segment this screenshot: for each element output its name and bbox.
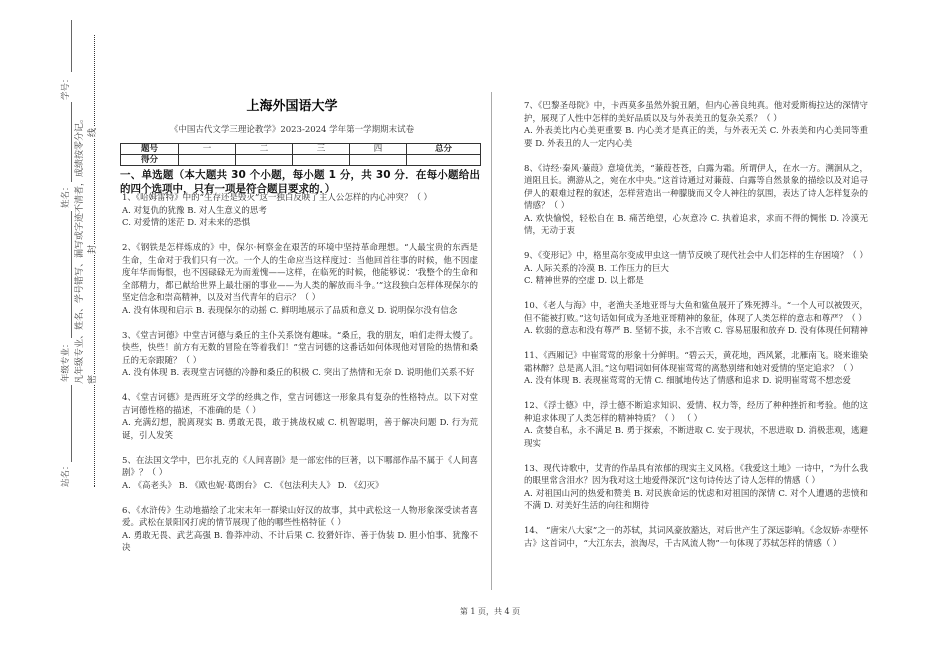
- question-stem: 4、《堂吉诃德》是西班牙文学的经典之作，堂吉诃德这一形象具有复杂的性格特点。以下对堂吉诃德性格的描述，不准确的是（ ）: [122, 393, 478, 416]
- question-options: A. 没有体现 B. 表现崔莺莺的无情 C. 细腻地传达了情感和追求 D. 说明崔莺莺不想恋爱: [524, 376, 851, 386]
- question-6: [122, 505, 478, 555]
- question-12: [524, 400, 868, 450]
- header-part-4: 四: [350, 144, 407, 155]
- seal-char-feng: 封: [88, 244, 98, 254]
- score-table-score-row: [121, 155, 481, 166]
- question-4: [122, 392, 478, 442]
- student-info-fields: [60, 20, 74, 490]
- header-part-1: 一: [179, 144, 236, 155]
- question-options: C. 对爱情的迷茫 D. 对未来的恐惧: [122, 218, 251, 228]
- question-stem: 11、《西厢记》中崔莺莺的形象十分鲜明。“碧云天，黄花地，西风紧，北雁南飞。晓来谁染霜林醉？总是离人泪。”这句唱词如何体现崔莺莺的离愁别绪和她对爱情的坚定追求？（ ）: [524, 351, 868, 374]
- question-options: A. 欢快愉悦，轻松自在 B. 痛苦绝望，心灰意冷 C. 执着追求，求而不得的惆怅 D. 冷漠无情，无动于衷: [524, 213, 868, 236]
- grade-major-blank: [60, 211, 72, 338]
- question-7: [524, 100, 868, 150]
- seal-char-xian: 线: [88, 127, 98, 137]
- university-title: 上海外国语大学: [246, 99, 338, 114]
- column-divider: [491, 92, 492, 590]
- question-stem: 10、《老人与海》中，老渔夫圣地亚哥与大鱼和鲨鱼展开了殊死搏斗。“一个人可以被毁灭，但不能被打败。”这句话如何成为圣地亚哥精神的象征，体现了人类怎样的意志和尊严？（ ）: [524, 301, 868, 324]
- seal-line-row: [87, 20, 102, 490]
- score-cell-1: [179, 155, 236, 166]
- header-part-3: 三: [293, 144, 350, 155]
- exam-title: 《中国古代文学三理论教学》2023-2024 学年第一学期期末试卷: [169, 125, 415, 135]
- seal-dotted-line: [94, 35, 95, 487]
- binding-notice-row: [74, 20, 87, 490]
- question-1: [122, 192, 478, 230]
- section-heading: 一、单选题（本大题共 30 个小题，每小题 1 分，共 30 分．在每小题给出的四个选项中，只有一项是符合题目要求的．）: [120, 169, 480, 195]
- question-3: [122, 330, 478, 380]
- question-options: A. 《高老头》 B. 《欧也妮·葛朗台》 C. 《包法利夫人》 D. 《幻灭》: [122, 480, 384, 491]
- student-id-label: 学号：: [61, 74, 71, 100]
- question-stem: 3、《堂吉诃德》中堂吉诃德与桑丘的主仆关系饶有趣味。“桑丘，我的朋友，咱们走得太慢了。快些，快些！前方有无数的冒险在等着我们！”堂吉诃德的这番话如何体现他对冒险的热情和桑丘的无奈跟随？（ ）: [122, 330, 478, 366]
- question-10: [524, 300, 868, 338]
- questions-left-column: [122, 192, 478, 555]
- question-13: [524, 463, 868, 513]
- binding-notice: 凡年级专业、姓名、学号错写、漏写或字迹不清者，成绩按零分记。: [75, 113, 85, 384]
- question-stem: 2、《钢铁是怎样炼成的》中，保尔·柯察金在艰苦的环境中坚持革命理想。“人最宝贵的东西是生命，生命对于我们只有一次。一个人的生命应当这样度过：当他回首往事的时候，他不因虚度年华而悔恨，也不因碌碌无为而羞愧——这样，在临死的时候，他能够说：‘我整个的生命和全部精力，都已献给世界上最壮丽的事业——为人类的解放而斗争。’”这段独白怎样体现保尔的坚定信念和崇高精神，以及对当代青年的启示？（ ）: [122, 243, 478, 303]
- question-options: A. 勇敢无畏、武艺高强 B. 鲁莽冲动、不计后果 C. 狡猾奸诈、善于伪装 D. 胆小怕事、犹豫不决: [122, 530, 478, 553]
- station-name-blank: [60, 385, 72, 462]
- question-options: A. 对祖国山河的热爱和赞美 B. 对民族命运的忧虑和对祖国的深情 C. 对个人遭遇的悲愤和不满 D. 对美好生活的向往和期待: [524, 488, 868, 511]
- question-2: [122, 242, 478, 317]
- question-stem: 7、《巴黎圣母院》中，卡西莫多虽然外貌丑陋，但内心善良纯真。他对爱斯梅拉达的深情守护，展现了人性中怎样的美好品质以及与外表美丑的复杂关系？（ ）: [524, 101, 868, 124]
- question-stem: 12、《浮士德》中，浮士德不断追求知识、爱情、权力等，经历了种种挫折和考验。他的这种追求体现了人类怎样的精神特质？（ ） （ ）: [524, 401, 868, 424]
- question-options: A. 没有体现 B. 表现堂吉诃德的冷静和桑丘的积极 C. 突出了热情和无奈 D. 说明他们关系不好: [122, 368, 475, 378]
- score-table-header-row: [121, 144, 481, 155]
- question-options: A. 人际关系的冷漠 B. 工作压力的巨大: [524, 263, 669, 274]
- name-blank: [60, 102, 72, 182]
- header-part-2: 二: [236, 144, 293, 155]
- question-14: [524, 525, 868, 550]
- header-question-number: 题号: [121, 144, 179, 155]
- question-options: A. 外表美比内心美更重要 B. 内心美才是真正的美，与外表无关 C. 外表美和内心美同等重要 D. 外表丑的人一定内心美: [524, 126, 868, 149]
- score-cell-total: [407, 155, 481, 166]
- question-stem: 1、《哈姆雷特》中的“生存还是毁灭”这一独白反映了主人公怎样的内心冲突？（ ）: [122, 193, 433, 203]
- score-cell-2: [236, 155, 293, 166]
- score-table: [120, 143, 481, 166]
- question-8: [524, 163, 868, 238]
- header-total: 总分: [407, 144, 481, 155]
- score-row-label: 得分: [121, 155, 179, 166]
- question-options: A. 对复仇的犹豫 B. 对人生意义的思考: [122, 205, 267, 216]
- question-stem: 5、在法国文学中，巴尔扎克的《人间喜剧》是一部宏伟的巨著，以下哪部作品不属于《人间喜剧》？（ ）: [122, 455, 478, 478]
- score-cell-3: [293, 155, 350, 166]
- question-stem: 8、《诗经·秦风·蒹葭》意境优美，“蒹葭苍苍，白露为霜。所谓伊人，在水一方。溯洄从之，道阻且长。溯游从之，宛在水中央。”这首诗通过对蒹葭、白露等自然景象的描绘以及对追寻伊人的艰难过程的叙述，怎样营造出一种朦胧而又令人神往的氛围，表达了诗人怎样复杂的情感？（ ）: [524, 163, 868, 211]
- question-stem: 6、《水浒传》生动地描绘了北宋末年一群梁山好汉的故事，其中武松这一人物形象深受读者喜爱。武松在景阳冈打虎的情节展现了他的哪些性格特征（ ）: [122, 505, 478, 528]
- station-name-label: 站名：: [61, 461, 71, 487]
- question-stem: 14、 “唐宋八大家”之一的苏轼，其词风豪放豁达，对后世产生了深远影响。《念奴娇·赤壁怀古》这首词中，“大江东去，浪淘尽，千古风流人物”一句体现了苏轼怎样的情感（ ）: [524, 526, 868, 549]
- binding-margin: [60, 20, 102, 490]
- grade-major-label: 年级专业：: [61, 339, 71, 382]
- name-label: 姓名：: [61, 182, 71, 208]
- question-stem: 9、《变形记》中，格里高尔变成甲虫这一情节反映了现代社会中人们怎样的生存困境？（ ）: [524, 251, 868, 261]
- question-options: A. 贪婪自私，永不满足 B. 勇于探索，不断进取 C. 安于现状，不思进取 D. 消极悲观，逃避现实: [524, 426, 868, 449]
- question-options: A. 软弱的意志和没有尊严 B. 坚韧不拔，永不言败 C. 容易屈服和放弃 D. 没有体现任何精神: [524, 326, 868, 336]
- questions-right-column: [524, 100, 868, 550]
- score-cell-4: [350, 155, 407, 166]
- question-options: C. 精神世界的空虚 D. 以上都是: [524, 276, 644, 286]
- question-options: A. 充满幻想，脱离现实 B. 勇敢无畏，敢于挑战权威 C. 机智聪明，善于解决问题 D. 行为荒诞，引人发笑: [122, 418, 478, 441]
- page-number: 第 1 页，共 4 页: [459, 607, 521, 616]
- question-11: [524, 350, 868, 388]
- student-id-blank: [60, 20, 72, 72]
- question-options: A. 没有体现和启示 B. 表现保尔的动摇 C. 鲜明地展示了品质和意义 D. 说明保尔没有信念: [122, 305, 458, 316]
- question-5: [122, 455, 478, 493]
- seal-char-mi: 密: [88, 374, 98, 384]
- question-9: [524, 250, 868, 288]
- question-stem: 13、现代诗歌中，艾青的作品具有浓郁的现实主义风格。《我爱这土地》一诗中，“为什么我的眼里常含泪水？因为我对这土地爱得深沉”这句诗传达了诗人怎样的情感（ ）: [524, 463, 868, 486]
